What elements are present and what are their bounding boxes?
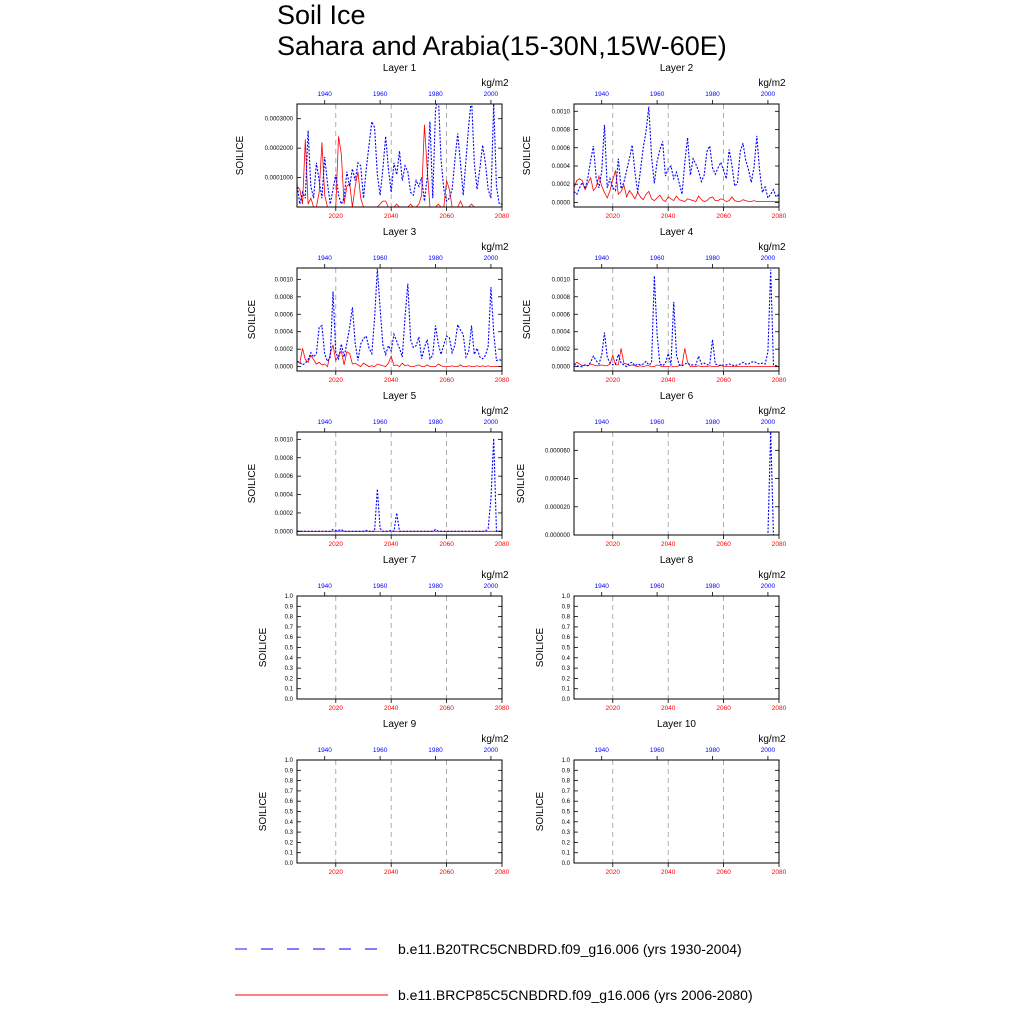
y-tick-label: 0.0 <box>561 861 570 867</box>
y-tick-label: 0.0000 <box>274 529 293 536</box>
series-historical-line <box>574 270 779 367</box>
bottom-tick-label: 2040 <box>660 705 676 712</box>
units-label: kg/m2 <box>481 406 509 417</box>
y-tick-label: 0.0003000 <box>264 116 293 123</box>
panel-4 <box>522 227 787 384</box>
top-tick-label: 1960 <box>649 91 665 98</box>
y-tick-label: 0.8 <box>561 778 570 785</box>
top-tick-label: 2000 <box>483 747 499 754</box>
y-axis-label: SOILICE <box>522 299 533 340</box>
y-tick-label: 0.4 <box>284 819 293 826</box>
units-label: kg/m2 <box>758 406 786 417</box>
bottom-tick-label: 2080 <box>494 541 510 548</box>
panel-label: Layer 2 <box>659 63 694 74</box>
units-label: kg/m2 <box>481 734 509 745</box>
series-historical-line <box>297 269 502 365</box>
top-tick-label: 1980 <box>428 91 443 98</box>
y-tick-label: 0.0008 <box>551 294 570 301</box>
bottom-tick-label: 2080 <box>771 541 787 548</box>
y-tick-label: 0.5 <box>284 645 293 652</box>
panel-label: Layer 10 <box>657 719 696 730</box>
top-tick-label: 1980 <box>705 747 720 754</box>
bottom-tick-label: 2080 <box>494 869 510 876</box>
y-tick-label: 0.7 <box>561 624 570 631</box>
bottom-tick-label: 2040 <box>660 377 676 384</box>
y-tick-label: 0.2 <box>561 840 570 847</box>
y-tick-label: 0.7 <box>561 788 570 795</box>
y-tick-label: 1.0 <box>284 758 293 764</box>
y-tick-label: 0.1 <box>561 850 570 857</box>
bottom-tick-label: 2040 <box>383 869 399 876</box>
top-tick-label: 2000 <box>483 91 499 98</box>
units-label: kg/m2 <box>481 78 509 89</box>
plot-frame <box>297 596 502 699</box>
series-historical-line <box>297 438 502 531</box>
plot-frame <box>574 104 779 207</box>
top-tick-label: 1960 <box>649 583 665 590</box>
y-tick-label: 0.0010 <box>274 277 293 284</box>
y-tick-label: 0.0008 <box>551 127 570 134</box>
bottom-tick-label: 2020 <box>605 705 621 712</box>
y-tick-label: 0.2 <box>561 676 570 683</box>
y-tick-label: 0.9 <box>284 768 293 775</box>
y-tick-label: 0.4 <box>284 655 293 662</box>
y-tick-label: 0.7 <box>284 624 293 631</box>
plot-frame <box>574 432 779 535</box>
units-label: kg/m2 <box>758 734 786 745</box>
bottom-tick-label: 2060 <box>716 705 731 712</box>
top-tick-label: 1940 <box>317 255 332 262</box>
y-tick-label: 0.0002000 <box>264 146 293 153</box>
bottom-tick-label: 2060 <box>716 869 731 876</box>
bottom-tick-label: 2020 <box>328 213 344 220</box>
panel-8 <box>535 555 787 712</box>
top-tick-label: 1980 <box>705 583 720 590</box>
y-tick-label: 0.0010 <box>551 109 570 116</box>
bottom-tick-label: 2060 <box>716 541 731 548</box>
top-tick-label: 1980 <box>428 747 443 754</box>
top-tick-label: 2000 <box>760 255 776 262</box>
bottom-tick-label: 2080 <box>494 213 510 220</box>
panel-1 <box>235 63 510 220</box>
y-tick-label: 0.9 <box>284 604 293 611</box>
y-tick-label: 0.3 <box>561 666 570 673</box>
top-tick-label: 1960 <box>372 255 388 262</box>
y-tick-label: 0.5 <box>284 809 293 816</box>
y-tick-label: 0.0010 <box>274 437 293 444</box>
y-tick-label: 0.000060 <box>544 448 570 455</box>
top-tick-label: 2000 <box>760 91 776 98</box>
series-historical-line <box>574 432 779 535</box>
top-tick-label: 2000 <box>760 419 776 426</box>
bottom-tick-label: 2020 <box>605 377 621 384</box>
y-tick-label: 0.0002 <box>551 347 570 354</box>
y-tick-label: 0.0002 <box>551 182 570 189</box>
bottom-tick-label: 2060 <box>439 213 454 220</box>
bottom-tick-label: 2080 <box>771 869 787 876</box>
panel-9 <box>258 719 510 876</box>
panel-7 <box>258 555 510 712</box>
y-axis-label: SOILICE <box>247 463 258 504</box>
y-tick-label: 0.5 <box>561 645 570 652</box>
panel-label: Layer 6 <box>659 391 694 402</box>
y-tick-label: 0.0 <box>284 861 293 867</box>
top-tick-label: 1940 <box>317 747 332 754</box>
top-tick-label: 1960 <box>649 419 665 426</box>
series-historical-line <box>297 95 502 204</box>
plot-frame <box>574 760 779 863</box>
y-tick-label: 0.4 <box>561 819 570 826</box>
y-tick-label: 0.6 <box>561 799 570 806</box>
bottom-tick-label: 2040 <box>383 705 399 712</box>
legend-label: b.e11.BRCP85C5CNBDRD.f09_g16.006 (yrs 2006-2080) <box>398 987 753 1003</box>
top-tick-label: 1940 <box>317 419 332 426</box>
bottom-tick-label: 2080 <box>771 705 787 712</box>
bottom-tick-label: 2020 <box>328 705 344 712</box>
series-future-line <box>297 125 502 207</box>
bottom-tick-label: 2060 <box>439 541 454 548</box>
y-tick-label: 0.0000 <box>274 364 293 371</box>
y-tick-label: 0.0004 <box>551 163 570 170</box>
bottom-tick-label: 2020 <box>328 541 344 548</box>
y-tick-label: 0.6 <box>561 635 570 642</box>
top-tick-label: 1960 <box>372 419 388 426</box>
panel-label: Layer 7 <box>382 555 417 566</box>
panel-label: Layer 1 <box>382 63 417 74</box>
panel-6 <box>516 391 787 548</box>
top-tick-label: 2000 <box>483 255 499 262</box>
y-tick-label: 0.000040 <box>544 476 570 483</box>
y-tick-label: 1.0 <box>561 758 570 764</box>
bottom-tick-label: 2080 <box>494 377 510 384</box>
top-tick-label: 1960 <box>372 583 388 590</box>
y-tick-label: 0.0010 <box>551 277 570 284</box>
y-tick-label: 0.000020 <box>544 504 570 511</box>
bottom-tick-label: 2080 <box>771 213 787 220</box>
units-label: kg/m2 <box>758 242 786 253</box>
bottom-tick-label: 2080 <box>494 705 510 712</box>
panel-label: Layer 9 <box>382 719 417 730</box>
units-label: kg/m2 <box>481 570 509 581</box>
top-tick-label: 1980 <box>428 419 443 426</box>
y-tick-label: 1.0 <box>284 594 293 600</box>
bottom-tick-label: 2060 <box>716 213 731 220</box>
panel-2 <box>522 63 787 220</box>
series-future-line <box>574 171 779 202</box>
y-axis-label: SOILICE <box>258 791 269 832</box>
top-tick-label: 2000 <box>483 583 499 590</box>
top-tick-label: 1980 <box>705 255 720 262</box>
plot-frame <box>297 760 502 863</box>
y-axis-label: SOILICE <box>516 463 527 504</box>
top-tick-label: 2000 <box>760 583 776 590</box>
y-tick-label: 0.6 <box>284 799 293 806</box>
units-label: kg/m2 <box>481 242 509 253</box>
plot-frame <box>574 596 779 699</box>
y-tick-label: 0.0004 <box>274 329 293 336</box>
y-tick-label: 0.0006 <box>274 474 293 481</box>
legend <box>235 941 753 1003</box>
y-tick-label: 0.0 <box>561 697 570 703</box>
top-tick-label: 1940 <box>594 91 609 98</box>
panel-3 <box>247 227 510 384</box>
top-tick-label: 1940 <box>317 583 332 590</box>
y-tick-label: 0.8 <box>284 614 293 621</box>
bottom-tick-label: 2060 <box>716 377 731 384</box>
y-axis-label: SOILICE <box>535 791 546 832</box>
y-tick-label: 0.0000 <box>551 200 570 207</box>
bottom-tick-label: 2040 <box>383 541 399 548</box>
top-tick-label: 1980 <box>428 255 443 262</box>
top-tick-label: 1940 <box>594 583 609 590</box>
y-tick-label: 0.0006 <box>551 145 570 152</box>
y-tick-label: 0.0002 <box>274 510 293 517</box>
bottom-tick-label: 2060 <box>439 869 454 876</box>
series-historical-line <box>574 107 779 198</box>
bottom-tick-label: 2040 <box>383 377 399 384</box>
top-tick-label: 2000 <box>483 419 499 426</box>
panel-label: Layer 8 <box>659 555 694 566</box>
top-tick-label: 1960 <box>649 747 665 754</box>
legend-label: b.e11.B20TRC5CNBDRD.f09_g16.006 (yrs 1930-2004) <box>398 941 742 957</box>
y-tick-label: 0.000000 <box>544 533 570 539</box>
panel-5 <box>247 391 510 548</box>
y-tick-label: 0.0001000 <box>264 175 293 182</box>
y-tick-label: 0.9 <box>561 604 570 611</box>
y-axis-label: SOILICE <box>522 135 533 176</box>
y-tick-label: 0.8 <box>561 614 570 621</box>
bottom-tick-label: 2040 <box>383 213 399 220</box>
panel-label: Layer 4 <box>659 227 694 238</box>
top-tick-label: 1960 <box>649 255 665 262</box>
bottom-tick-label: 2060 <box>439 705 454 712</box>
top-tick-label: 1940 <box>594 419 609 426</box>
y-tick-label: 0.5 <box>561 809 570 816</box>
bottom-tick-label: 2020 <box>605 213 621 220</box>
bottom-tick-label: 2020 <box>605 541 621 548</box>
top-tick-label: 2000 <box>760 747 776 754</box>
plot-frame <box>297 268 502 371</box>
y-tick-label: 0.9 <box>561 768 570 775</box>
y-tick-label: 0.0008 <box>274 455 293 462</box>
y-tick-label: 0.3 <box>284 666 293 673</box>
y-axis-label: SOILICE <box>535 627 546 668</box>
top-tick-label: 1960 <box>372 747 388 754</box>
figure-subtitle: Sahara and Arabia(15-30N,15W-60E) <box>277 31 727 61</box>
bottom-tick-label: 2020 <box>328 377 344 384</box>
y-axis-label: SOILICE <box>235 135 246 176</box>
plot-frame <box>297 432 502 535</box>
y-axis-label: SOILICE <box>247 299 258 340</box>
y-tick-label: 0.3 <box>284 830 293 837</box>
top-tick-label: 1940 <box>317 91 332 98</box>
bottom-tick-label: 2060 <box>439 377 454 384</box>
y-tick-label: 0.4 <box>561 655 570 662</box>
y-tick-label: 0.0004 <box>274 492 293 499</box>
top-tick-label: 1940 <box>594 255 609 262</box>
bottom-tick-label: 2020 <box>605 869 621 876</box>
top-tick-label: 1960 <box>372 91 388 98</box>
bottom-tick-label: 2040 <box>660 869 676 876</box>
top-tick-label: 1980 <box>705 91 720 98</box>
panel-label: Layer 3 <box>382 227 417 238</box>
bottom-tick-label: 2040 <box>660 541 676 548</box>
y-tick-label: 0.0000 <box>551 364 570 371</box>
y-tick-label: 0.2 <box>284 676 293 683</box>
bottom-tick-label: 2040 <box>660 213 676 220</box>
panel-10 <box>535 719 787 876</box>
bottom-tick-label: 2020 <box>328 869 344 876</box>
y-axis-label: SOILICE <box>258 627 269 668</box>
y-tick-label: 1.0 <box>561 594 570 600</box>
bottom-tick-label: 2080 <box>771 377 787 384</box>
top-tick-label: 1980 <box>705 419 720 426</box>
y-tick-label: 0.8 <box>284 778 293 785</box>
top-tick-label: 1980 <box>428 583 443 590</box>
panel-label: Layer 5 <box>382 391 417 402</box>
y-tick-label: 0.0006 <box>274 312 293 319</box>
y-tick-label: 0.0 <box>284 697 293 703</box>
y-tick-label: 0.0006 <box>551 312 570 319</box>
figure-title: Soil Ice <box>277 0 366 30</box>
units-label: kg/m2 <box>758 570 786 581</box>
units-label: kg/m2 <box>758 78 786 89</box>
y-tick-label: 0.1 <box>284 686 293 693</box>
y-tick-label: 0.2 <box>284 840 293 847</box>
top-tick-label: 1940 <box>594 747 609 754</box>
y-tick-label: 0.0004 <box>551 329 570 336</box>
y-tick-label: 0.7 <box>284 788 293 795</box>
y-tick-label: 0.3 <box>561 830 570 837</box>
y-tick-label: 0.0008 <box>274 294 293 301</box>
y-tick-label: 0.1 <box>561 686 570 693</box>
y-tick-label: 0.1 <box>284 850 293 857</box>
y-tick-label: 0.6 <box>284 635 293 642</box>
y-tick-label: 0.0002 <box>274 347 293 354</box>
